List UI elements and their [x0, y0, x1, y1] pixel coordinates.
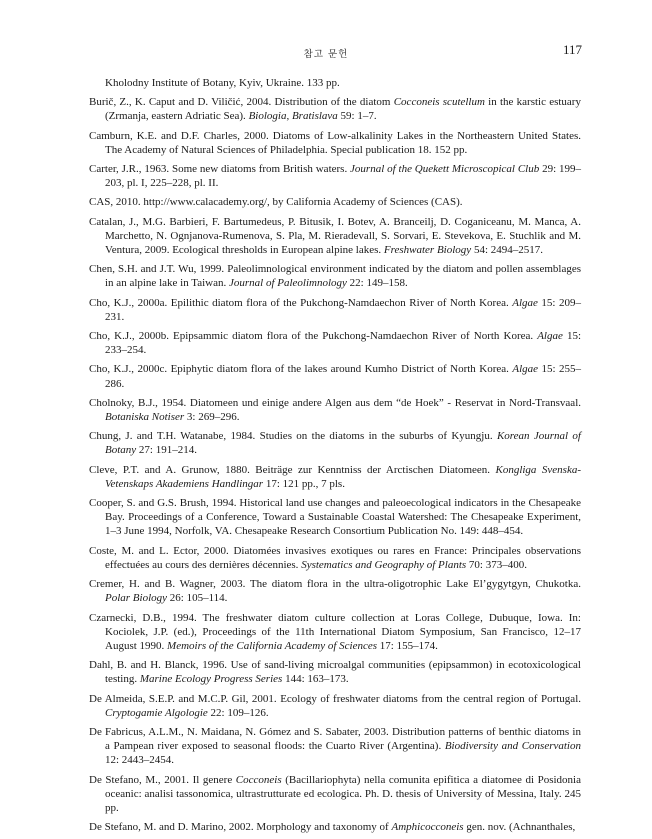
page-header — [0, 42, 652, 62]
reference-italic-text: Algae — [512, 363, 539, 376]
reference-entry — [89, 262, 581, 290]
reference-italic-text: Korean Journal of Botany — [105, 430, 581, 457]
reference-text: De Stefano, M., 2001. Il genere — [89, 773, 236, 786]
reference-text: 27: 191–214. — [136, 444, 197, 457]
reference-text: Chung, J. and T.H. Watanabe, 1984. Studies on the diatoms in the suburbs of Kyungju. — [89, 430, 497, 443]
reference-entry — [89, 162, 581, 190]
reference-italic-text: Botaniska Notiser — [105, 411, 185, 424]
reference-text: Czarnecki, D.B., 1994. The freshwater diatom culture collection at Loras College, Dubuque, Iowa. In: Kociolek, J.P. (ed.), Proceedings of the 11th International Diatom Symposium, San Francisco, 12–17 August 1990. — [89, 611, 581, 652]
reference-entry — [89, 396, 581, 424]
reference-text: 29: 199–203, pl. I, 225–228, pl. II. — [105, 163, 581, 190]
reference-italic-text: Biodiversity and Conservation — [444, 740, 581, 753]
reference-text: 22: 109–126. — [207, 706, 269, 719]
reference-entry — [89, 429, 581, 457]
reference-text: De Almeida, S.E.P. and M.C.P. Gil, 2001. Ecology of freshwater diatoms from the central region of Portugal. — [89, 692, 581, 705]
reference-italic-text: Cocconeis scutellum — [393, 96, 485, 109]
reference-text: 15: 209–231. — [105, 296, 581, 323]
reference-entry — [89, 329, 581, 357]
reference-entry — [89, 692, 581, 720]
reference-entry — [89, 215, 581, 258]
reference-text: 70: 373–400. — [466, 558, 527, 571]
reference-text: Cho, K.J., 2000c. Epiphytic diatom flora of the lakes around Kumho District of North Korea. — [89, 363, 513, 376]
reference-italic-text: Journal of the Quekett Microscopical Club — [350, 163, 540, 176]
reference-text: 59: 1–7. — [337, 110, 377, 123]
reference-entry — [89, 820, 581, 834]
reference-entry — [89, 611, 581, 654]
reference-entry — [89, 577, 581, 605]
reference-text: Carter, J.R., 1963. Some new diatoms from British waters. — [89, 163, 351, 176]
reference-text: CAS, 2010. http://www.calacademy.org/, by California Academy of Sciences (CAS). — [89, 196, 463, 209]
reference-text: 3: 269–296. — [184, 411, 240, 424]
reference-text: 54: 2494–2517. — [471, 244, 543, 257]
reference-italic-text: Polar Biology — [105, 592, 168, 605]
reference-text: Camburn, K.E. and D.F. Charles, 2000. Diatoms of Low-alkalinity Lakes in the Northeastern United States. The Academy of Natural Sciences of Philadelphia. Special publication 18. 152 pp. — [89, 129, 581, 156]
reference-entry — [89, 463, 581, 491]
reference-text: in the karstic estuary (Zrmanja, eastern Adriatic Sea). — [105, 96, 581, 123]
reference-italic-text: Algae — [537, 330, 563, 343]
reference-italic-text: Amphicocconeis — [391, 821, 464, 834]
reference-entry — [89, 725, 581, 768]
reference-text: Cleve, P.T. and A. Grunow, 1880. Beiträge zur Kenntniss der Arctischen Diatomeen. — [89, 463, 496, 476]
reference-entry — [89, 76, 581, 90]
running-title: 참고 문헌 — [303, 49, 349, 60]
reference-text: De Stefano, M. and D. Marino, 2002. Morphology and taxonomy of — [89, 821, 392, 834]
reference-entry — [89, 362, 581, 390]
reference-entry — [89, 773, 581, 816]
reference-text: 15: 233–254. — [105, 330, 582, 357]
reference-text: Cho, K.J., 2000a. Epilithic diatom flora of the Pukchong-Namdaechon River of North Korea. — [89, 296, 513, 309]
reference-text: De Fabricus, A.L.M., N. Maidana, N. Gómez and S. Sabater, 2003. Distribution patterns of benthic diatoms in a Pampean river exposed to seasonal floods: the Cuarto River (Argentina). — [89, 725, 581, 753]
reference-text: Burič, Z., K. Caput and D. Viličić, 2004. Distribution of the diatom — [89, 96, 394, 109]
reference-entry — [89, 658, 581, 686]
reference-entry — [89, 129, 581, 157]
reference-italic-text: Cryptogamie Algologie — [105, 706, 208, 719]
reference-text: Coste, M. and L. Ector, 2000. Diatomées invasives exotiques ou rares en France: Principales observations effectuées au cours des dernières décennies. — [89, 544, 581, 571]
reference-text: Cho, K.J., 2000b. Epipsammic diatom flora of the Pukchong-Namdaechon River of North Korea. — [89, 330, 538, 343]
page-number: 117 — [562, 42, 582, 57]
reference-text: Kholodny Institute of Botany, Kyiv, Ukraine. 133 pp. — [105, 77, 340, 89]
reference-entry — [89, 496, 581, 539]
reference-italic-text: Memoirs of the California Academy of Sciences — [167, 639, 378, 652]
reference-text: 17: 155–174. — [377, 639, 438, 652]
reference-text: 15: 255–286. — [105, 363, 581, 390]
reference-entry — [89, 544, 581, 572]
reference-text: Dahl, B. and H. Blanck, 1996. Use of sand-living microalgal communities (epipsammon) in ecotoxicological testing. — [89, 659, 581, 686]
reference-italic-text: Biologia, Bratislava — [248, 110, 338, 123]
reference-text: 144: 163–173. — [282, 673, 349, 686]
reference-italic-text: Freshwater Biology — [383, 244, 472, 257]
reference-text: gen. nov. (Achnanthales, — [463, 821, 576, 834]
reference-text: 12: 2443–2454. — [105, 754, 175, 767]
reference-entry — [89, 296, 581, 324]
reference-italic-text: Marine Ecology Progress Series — [139, 673, 283, 686]
reference-entry — [89, 95, 581, 123]
reference-text: (Bacillariophyta) nella comunita epifitica a diatomee di Posidonia oceanic: analisi tassonomica, ultrastrutturate ed ecologica. Ph. D. thesis of University of Messina, Italy. 245 pp. — [105, 773, 581, 814]
reference-text: Chen, S.H. and J.T. Wu, 1999. Paleolimnological environment indicated by the diatom and pollen assemblages in an alpine lake in Taiwan. — [89, 263, 581, 290]
reference-text: 17: 121 pp., 7 pls. — [263, 477, 345, 490]
reference-text: Cremer, H. and B. Wagner, 2003. The diatom flora in the ultra-oligotrophic Lake El’gygytgyn, Chukotka. — [89, 578, 581, 591]
reference-italic-text: Kongliga Svenska-Vetenskaps Akademiens Handlingar — [105, 463, 581, 490]
reference-text: Catalan, J., M.G. Barbieri, F. Bartumedeus, P. Bitusik, I. Botev, A. Branceilj, D. Coganiceanu, M. Manca, A. Marchetto, N. Ognjanova-Rumenova, S. Pla, M. Rieradevall, S. Sorvari, E. Stevekova, E. Stuchlik and M. Ventura, 2009. Ecological thresholds in European alpine lakes. — [89, 215, 581, 257]
reference-text: Cooper, S. and G.S. Brush, 1994. Historical land use changes and paleoecological indicators in the Chesapeake Bay. Proceedings of a Conference, Toward a Sustainable Coastal Watershed: The Chesapeake Experiment, 1–3 June 1994, Norfolk, VA. Chesapeake Research Consortium Publication No. 149: 448–454. — [89, 497, 581, 538]
reference-italic-text: Journal of Paleolimnology — [228, 277, 347, 290]
reference-italic-text: Algae — [512, 296, 538, 309]
reference-list — [89, 76, 581, 839]
reference-text: 22: 149–158. — [346, 277, 408, 290]
reference-entry — [89, 195, 581, 209]
reference-text: Cholnoky, B.J., 1954. Diatomeen und einige andere Algen aus dem “de Hoek” - Reservat in Nord-Transvaal. — [89, 396, 581, 409]
reference-italic-text: Systematics and Geography of Plants — [301, 558, 467, 571]
reference-text: 26: 105–114. — [167, 592, 228, 605]
reference-italic-text: Cocconeis — [235, 773, 282, 786]
